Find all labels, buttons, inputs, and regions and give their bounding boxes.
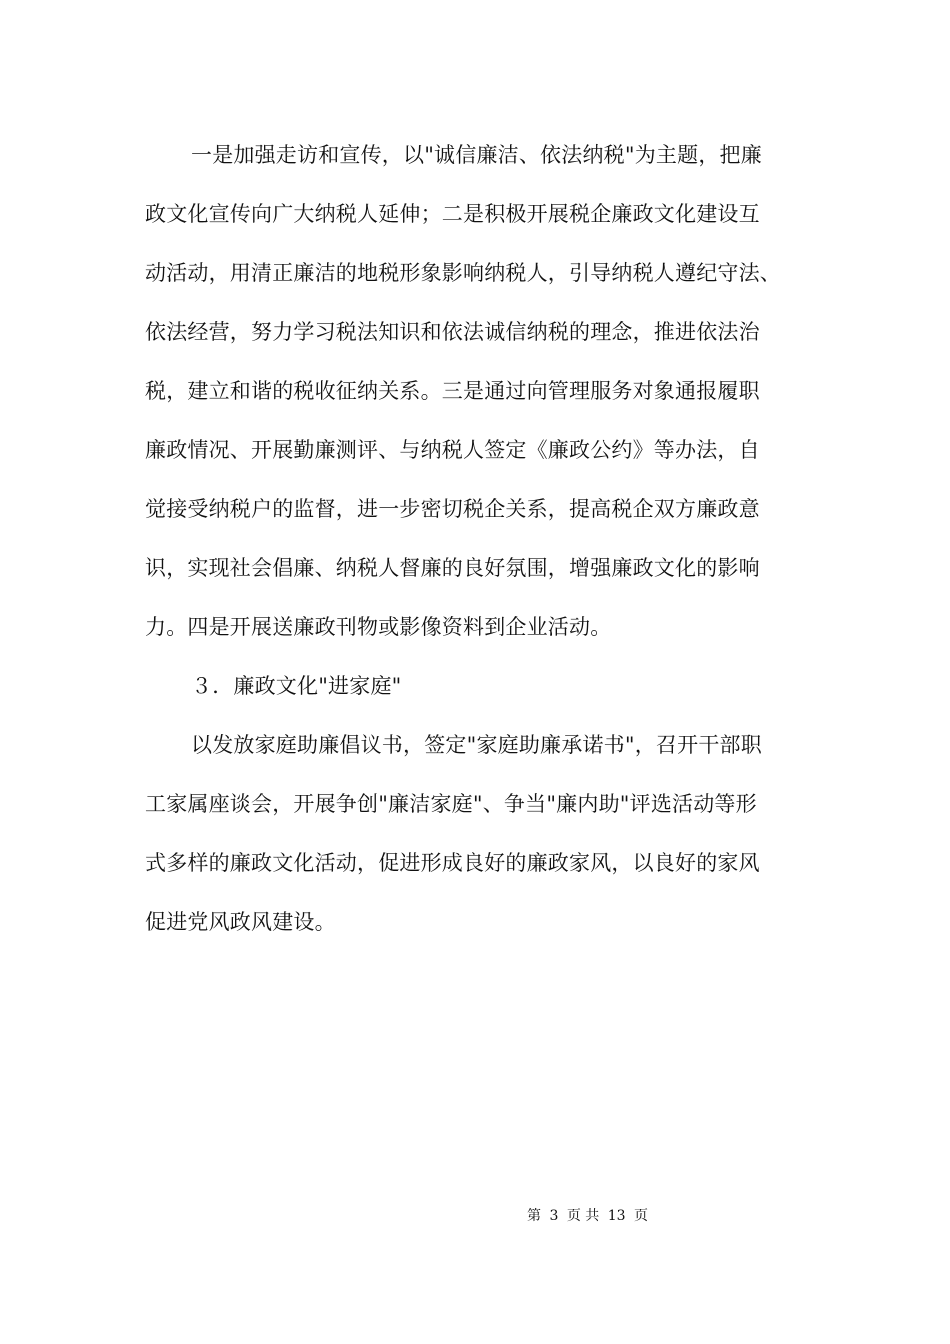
paragraph-tax-integrity [145,126,825,657]
text-line: 识，实现社会倡廉、纳税人督廉的良好氛围，增强廉政文化的影响 [145,556,760,580]
paragraph-family [145,716,825,952]
page-label-suffix: 页 [634,1208,648,1224]
text-line: 觉接受纳税户的监督，进一步密切税企关系，提高税企双方廉政意 [145,497,760,521]
document-body [145,126,825,952]
text-line: 力。四是开展送廉政刊物或影像资料到企业活动。 [145,615,612,639]
text-line: 一是加强走访和宣传，以"诚信廉洁、依法纳税"为主题，把廉 [191,143,762,167]
page-label-mid: 页 共 [566,1208,600,1224]
page-footer [0,1206,950,1226]
current-page-number: 3 [549,1208,559,1224]
text-line: 政文化宣传向广大纳税人延伸；二是积极开展税企廉政文化建设互 [145,202,760,226]
text-line: 税，建立和谐的税收征纳关系。三是通过向管理服务对象通报履职 [145,379,760,403]
page-label-prefix: 第 [526,1208,541,1224]
total-pages-number: 13 [607,1208,626,1224]
text-line: 促进党风政风建设。 [145,910,336,934]
text-line: 以发放家庭助廉倡议书，签定"家庭助廉承诺书"，召开干部职 [191,733,762,757]
text-line: 廉政情况、开展勤廉测评、与纳税人签定《廉政公约》等办法，自 [145,438,760,462]
heading-line: ３．廉政文化"进家庭" [191,674,402,698]
text-line: 工家属座谈会，开展争创"廉洁家庭"、争当"廉内助"评选活动等形 [145,792,757,816]
section-heading [145,657,825,716]
text-line: 动活动，用清正廉洁的地税形象影响纳税人，引导纳税人遵纪守法、 [145,261,781,285]
text-line: 依法经营，努力学习税法知识和依法诚信纳税的理念，推进依法治 [145,320,760,344]
text-line: 式多样的廉政文化活动，促进形成良好的廉政家风，以良好的家风 [145,851,760,875]
